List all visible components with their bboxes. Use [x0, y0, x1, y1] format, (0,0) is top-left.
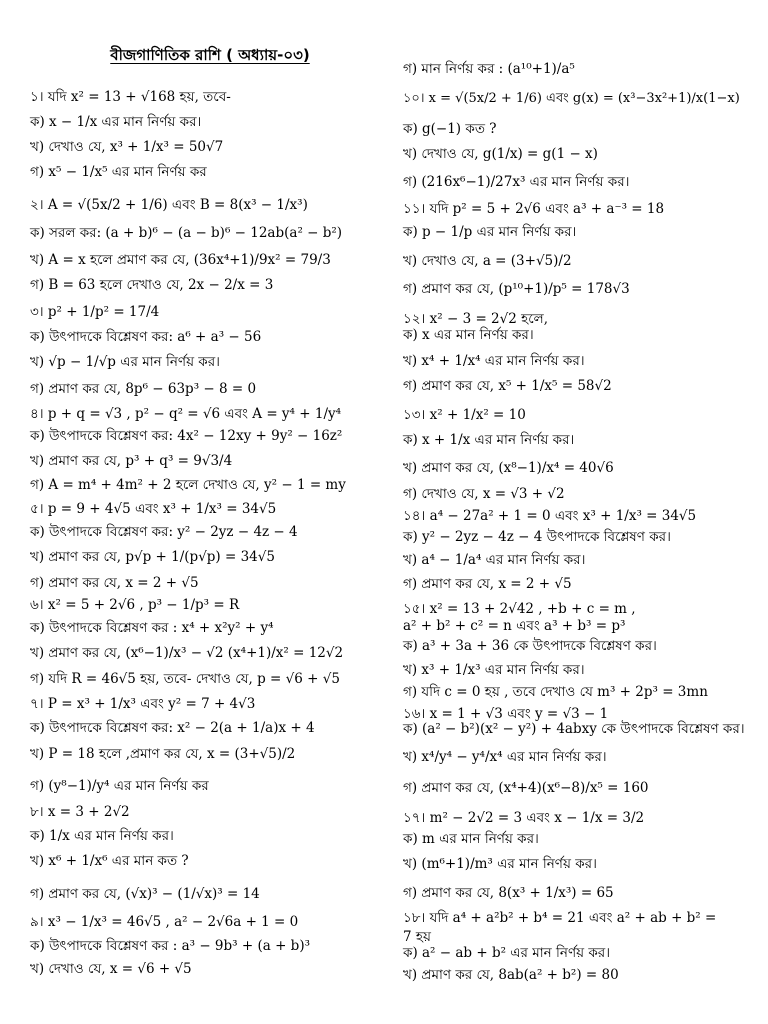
left-question-line: খ) দেখাও যে, x = √6 + √5 — [30, 961, 192, 977]
left-question-line: খ) প্রমাণ কর যে, (x⁶−1)/x³ − √2 (x⁴+1)/x² = 12√2 — [30, 645, 344, 661]
left-question-line: খ) x⁶ + 1/x⁶ এর মান কত ? — [30, 853, 189, 869]
right-question-line: ক) x এর মান নির্ণয় কর। — [403, 327, 534, 343]
left-question-line: গ) B = 63 হলে দেখাও যে, 2x − 2/x = 3 — [30, 277, 274, 293]
right-question-line: গ) (216x⁶−1)/27x³ এর মান নির্ণয় কর। — [403, 174, 630, 190]
left-question-line: খ) প্রমাণ কর যে, p√p + 1/(p√p) = 34√5 — [30, 549, 275, 565]
right-question-line: ১০। x = √(5x/2 + 1/6) এবং g(x) = (x³−3x²+1)/x(1−x) — [403, 91, 740, 106]
right-question-line: গ) প্রমাণ কর যে, x⁵ + 1/x⁵ = 58√2 — [403, 378, 612, 394]
page-title: বীজগাণিতিক রাশি ( অধ্যায়-০৩) — [110, 46, 310, 64]
left-question-line: গ) প্রমাণ কর যে, 8p⁶ − 63p³ − 8 = 0 — [30, 381, 257, 397]
left-question-line: খ) দেখাও যে, x³ + 1/x³ = 50√7 — [30, 139, 224, 155]
right-question-line: ১২। x² − 3 = 2√2 হলে, — [403, 311, 548, 327]
left-question-line: ক) উৎপাদকে বিশ্লেষণ কর: y² − 2yz − 4z − 4 — [30, 524, 298, 540]
left-question-line: গ) A = m⁴ + 4m² + 2 হলে দেখাও যে, y² − 1 = my — [30, 477, 346, 493]
right-question-line: ক) x + 1/x এর মান নির্ণয় কর। — [403, 432, 575, 448]
left-question-line: ৩। p² + 1/p² = 17/4 — [30, 304, 160, 320]
right-question-line: খ) প্রমাণ কর যে, 8ab(a² + b²) = 80 — [403, 967, 619, 983]
right-question-line: ক) p − 1/p এর মান নির্ণয় কর। — [403, 224, 577, 240]
left-question-line: ক) উৎপাদকে বিশ্লেষণ কর: x² − 2(a + 1/a)x + 4 — [30, 720, 315, 736]
left-question-line: গ) প্রমাণ কর যে, x = 2 + √5 — [30, 575, 199, 591]
right-question-line: ক) y² − 2yz − 4z − 4 উৎপাদকে বিশ্লেষণ কর। — [403, 529, 671, 545]
left-question-line: গ) x⁵ − 1/x⁵ এর মান নির্ণয় কর — [30, 164, 207, 180]
right-question-line: গ) প্রমাণ কর যে, x = 2 + √5 — [403, 576, 572, 592]
right-question-line: খ) x³ + 1/x³ এর মান নির্ণয় কর। — [403, 662, 585, 678]
right-question-line: 7 হয় — [403, 929, 431, 945]
right-question-line: খ) (m⁶+1)/m³ এর মান নির্ণয় কর। — [403, 856, 597, 872]
left-question-line: ক) x − 1/x এর মান নির্ণয় কর। — [30, 114, 202, 130]
right-question-line: ১৮। যদি a⁴ + a²b² + b⁴ = 21 এবং a² + ab + b² = — [403, 910, 717, 926]
left-question-line: ক) উৎপাদকে বিশ্লেষণ কর : x⁴ + x²y² + y⁴ — [30, 620, 274, 636]
right-question-line: ক) m এর মান নির্ণয় কর। — [403, 831, 539, 847]
right-question-line: খ) x⁴ + 1/x⁴ এর মান নির্ণয় কর। — [403, 353, 585, 369]
right-question-line: ১৭। m² − 2√2 = 3 এবং x − 1/x = 3/2 — [403, 810, 645, 826]
right-question-line: ১৩। x² + 1/x² = 10 — [403, 407, 526, 423]
left-question-line: ক) 1/x এর মান নির্ণয় কর। — [30, 828, 174, 844]
left-question-line: ৯। x³ − 1/x³ = 46√5 , a² − 2√6a + 1 = 0 — [30, 914, 299, 930]
right-question-line: ক) (a² − b²)(x² − y²) + 4abxy কে উৎপাদকে বিশ্লেষণ কর। — [403, 721, 745, 737]
right-question-line: খ) a⁴ − 1/a⁴ এর মান নির্ণয় কর। — [403, 552, 586, 568]
right-question-line: ক) a³ + 3a + 36 কে উৎপাদকে বিশ্লেষণ কর। — [403, 638, 657, 654]
left-question-line: ৮। x = 3 + 2√2 — [30, 804, 130, 820]
right-question-line: ক) g(−1) কত ? — [403, 121, 497, 137]
right-question-line: গ) দেখাও যে, x = √3 + √2 — [403, 486, 565, 502]
left-question-line: ৪। p + q = √3 , p² − q² = √6 এবং A = y⁴ + 1/y⁴ — [30, 406, 342, 422]
right-question-line: গ) প্রমাণ কর যে, (p¹⁰+1)/p⁵ = 178√3 — [403, 281, 630, 297]
right-question-line: গ) যদি c = 0 হয় , তবে দেখাও যে m³ + 2p³ = 3mn — [403, 684, 708, 700]
left-question-line: ২। A = √(5x/2 + 1/6) এবং B = 8(x³ − 1/x³) — [30, 197, 308, 213]
right-question-line: ১৫। x² = 13 + 2√42 , +b + c = m , — [403, 601, 636, 617]
left-question-line: ক) উৎপাদকে বিশ্লেষণ কর: 4x² − 12xy + 9y² − 16z² — [30, 428, 343, 444]
right-question-line: ১৬। x = 1 + √3 এবং y = √3 − 1 — [403, 706, 609, 722]
left-question-line: খ) প্রমাণ কর যে, p³ + q³ = 9√3/4 — [30, 453, 233, 469]
left-question-line: গ) (y⁸−1)/y⁴ এর মান নির্ণয় কর — [30, 778, 209, 794]
left-question-line: ক) উৎপাদকে বিশ্লেষণ কর: a⁶ + a³ − 56 — [30, 329, 262, 345]
left-question-line: ক) উৎপাদকে বিশ্লেষণ কর : a³ − 9b³ + (a + b)³ — [30, 938, 310, 954]
right-question-line: খ) দেখাও যে, g(1/x) = g(1 − x) — [403, 146, 598, 162]
right-question-line: ক) a² − ab + b² এর মান নির্ণয় কর। — [403, 945, 611, 961]
left-question-line: ক) সরল কর: (a + b)⁶ − (a − b)⁶ − 12ab(a² − b²) — [30, 225, 343, 241]
left-question-line: গ) প্রমাণ কর যে, (√x)³ − (1/√x)³ = 14 — [30, 886, 260, 902]
left-question-line: ১। যদি x² = 13 + √168 হয়, তবে- — [30, 89, 231, 105]
right-question-line: খ) দেখাও যে, a = (3+√5)/2 — [403, 253, 572, 269]
left-question-line: খ) √p − 1/√p এর মান নির্ণয় কর। — [30, 354, 221, 370]
right-question-line: গ) মান নির্ণয় কর : (a¹⁰+1)/a⁵ — [403, 61, 575, 77]
left-question-line: খ) A = x হলে প্রমাণ কর যে, (36x⁴+1)/9x² = 79/3 — [30, 252, 331, 268]
left-question-line: ৬। x² = 5 + 2√6 , p³ − 1/p³ = R — [30, 597, 240, 613]
left-question-line: গ) যদি R = 46√5 হয়, তবে- দেখাও যে, p = √6 + √5 — [30, 671, 340, 687]
left-question-line: ৫। p = 9 + 4√5 এবং x³ + 1/x³ = 34√5 — [30, 501, 277, 517]
right-question-line: a² + b² + c² = n এবং a³ + b³ = p³ — [403, 618, 626, 634]
left-question-line: ৭। P = x³ + 1/x³ এবং y² = 7 + 4√3 — [30, 696, 256, 712]
left-question-line: খ) P = 18 হলে ,প্রমাণ কর যে, x = (3+√5)/2 — [30, 746, 296, 762]
right-question-line: ১১। যদি p² = 5 + 2√6 এবং a³ + a⁻³ = 18 — [403, 201, 665, 217]
right-question-line: খ) প্রমাণ কর যে, (x⁸−1)/x⁴ = 40√6 — [403, 460, 614, 476]
right-question-line: গ) প্রমাণ কর যে, (x⁴+4)(x⁶−8)/x⁵ = 160 — [403, 780, 649, 796]
right-question-line: গ) প্রমাণ কর যে, 8(x³ + 1/x³) = 65 — [403, 885, 614, 901]
right-question-line: খ) x⁴/y⁴ − y⁴/x⁴ এর মান নির্ণয় কর। — [403, 749, 607, 765]
right-question-line: ১৪। a⁴ − 27a² + 1 = 0 এবং x³ + 1/x³ = 34√5 — [403, 508, 697, 524]
